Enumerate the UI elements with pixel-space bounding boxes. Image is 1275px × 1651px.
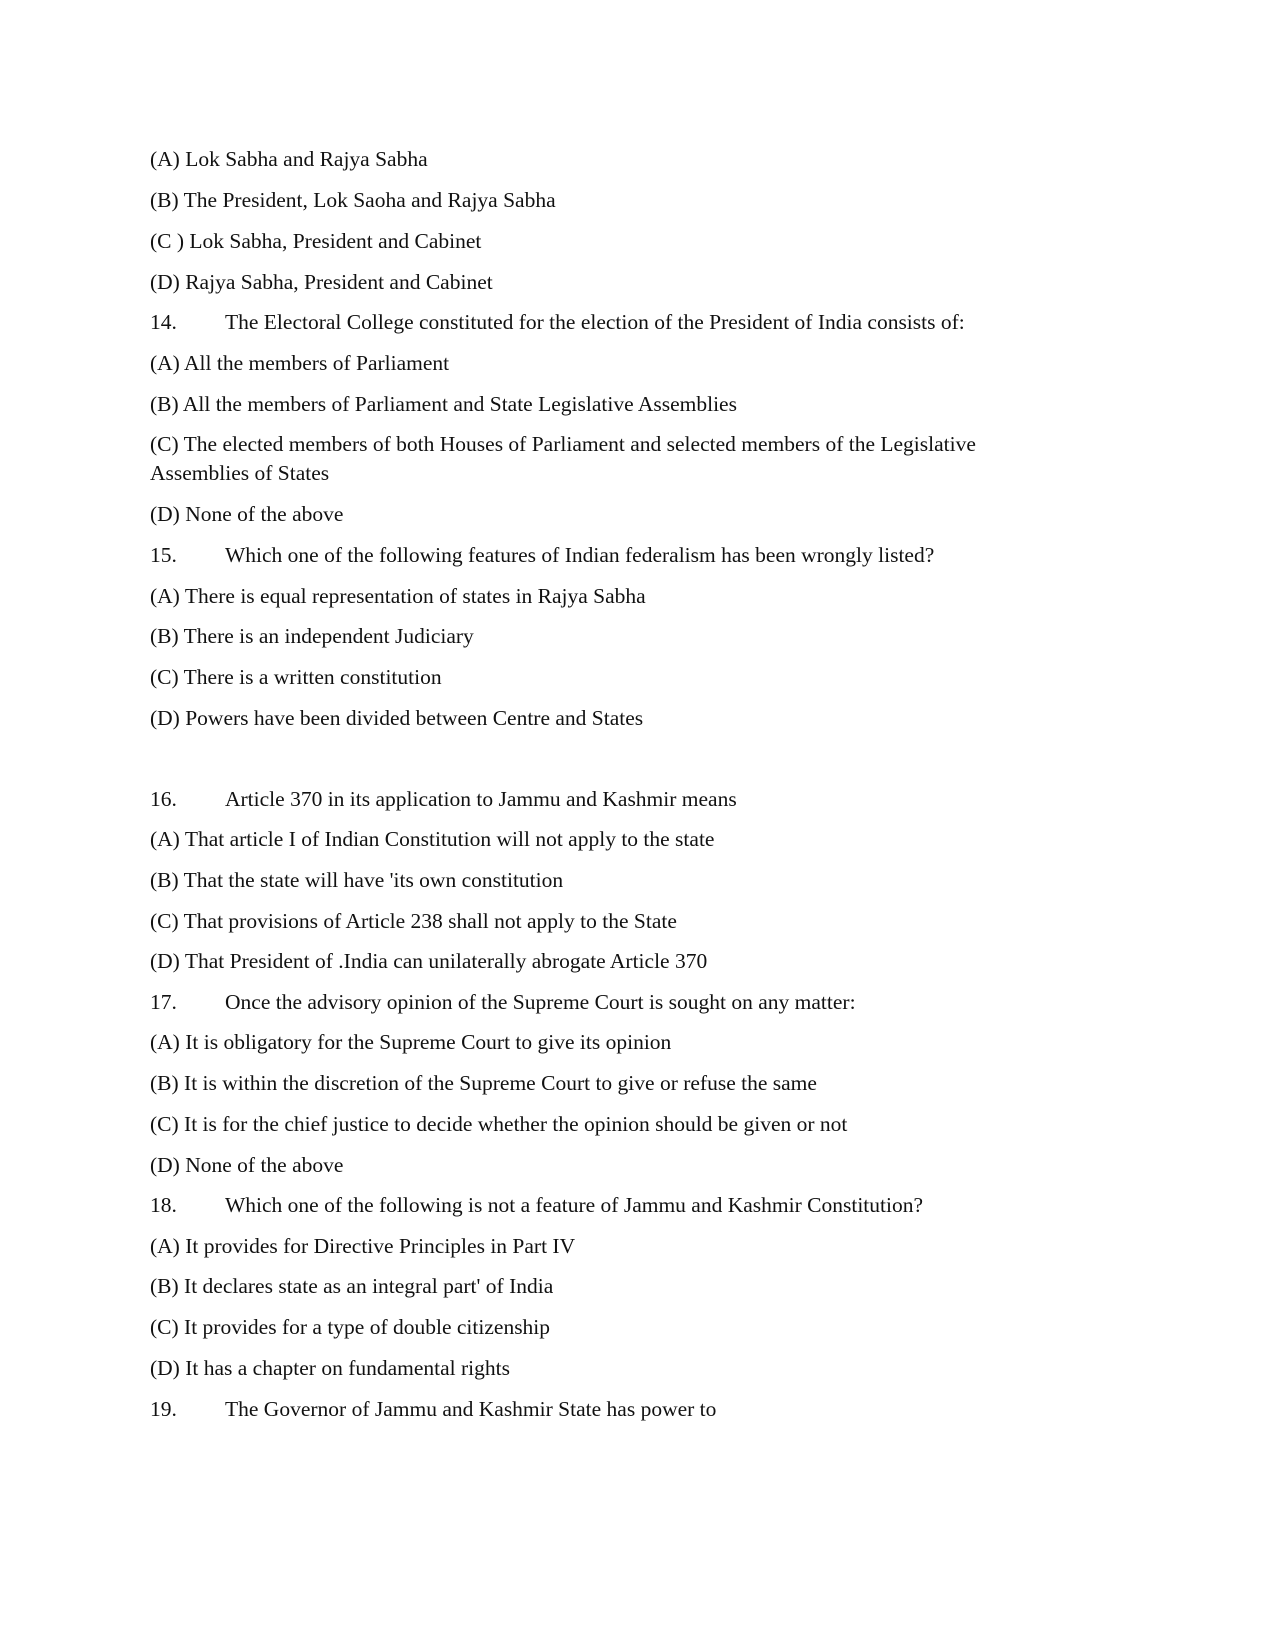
q18-option-c: (C) It provides for a type of double citizenship (150, 1315, 551, 1339)
q17-question (150, 987, 856, 1017)
q17-option-b: (B) It is within the discretion of the Supreme Court to give or refuse the same (150, 1071, 817, 1095)
q18-text: Which one of the following is not a feature of Jammu and Kashmir Constitution? (225, 1193, 924, 1217)
q16-option-c: (C) That provisions of Article 238 shall not apply to the State (150, 909, 677, 933)
q16-option-d: (D) That President of .India can unilaterally abrogate Article 370 (150, 949, 708, 973)
q15-number: 15. (150, 543, 177, 567)
q17-option-d: (D) None of the above (150, 1153, 344, 1177)
q14-option-d: (D) None of the above (150, 502, 344, 526)
q18-number: 18. (150, 1193, 177, 1217)
q19-question (150, 1394, 716, 1424)
q17-text: Once the advisory opinion of the Supreme Court is sought on any matter: (225, 990, 856, 1014)
q13-option-d: (D) Rajya Sabha, President and Cabinet (150, 270, 493, 294)
q13-option-a: (A) Lok Sabha and Rajya Sabha (150, 147, 428, 171)
q18-option-a: (A) It provides for Directive Principles in Part IV (150, 1234, 576, 1258)
q15-option-b: (B) There is an independent Judiciary (150, 624, 474, 648)
q14-option-a: (A) All the members of Parliament (150, 351, 450, 375)
q15-question (150, 540, 934, 570)
q13-option-c: (C ) Lok Sabha, President and Cabinet (150, 229, 482, 253)
q15-option-c: (C) There is a written constitution (150, 665, 442, 689)
q15-text: Which one of the following features of Indian federalism has been wrongly listed? (225, 543, 935, 567)
q16-question (150, 784, 737, 814)
q14-option-c: (C) The elected members of both Houses of Parliament and selected members of the Legislative Assemblies of States (150, 432, 976, 485)
q14-option-b: (B) All the members of Parliament and State Legislative Assemblies (150, 392, 737, 416)
q17-option-c: (C) It is for the chief justice to decide whether the opinion should be given or not (150, 1112, 848, 1136)
q14-number: 14. (150, 310, 177, 334)
q18-option-b: (B) It declares state as an integral part' of India (150, 1274, 554, 1298)
q15-option-a: (A) There is equal representation of states in Rajya Sabha (150, 584, 646, 608)
q14-text: The Electoral College constituted for the election of the President of India consists of: (225, 310, 965, 334)
q19-number: 19. (150, 1397, 177, 1421)
q19-text: The Governor of Jammu and Kashmir State has power to (225, 1397, 717, 1421)
q18-option-d: (D) It has a chapter on fundamental rights (150, 1356, 510, 1380)
q13-option-b: (B) The President, Lok Saoha and Rajya Sabha (150, 188, 556, 212)
q18-question (150, 1190, 923, 1220)
q15-option-d: (D) Powers have been divided between Centre and States (150, 706, 644, 730)
q17-option-a: (A) It is obligatory for the Supreme Court to give its opinion (150, 1030, 672, 1054)
q16-option-a: (A) That article I of Indian Constitution will not apply to the state (150, 827, 715, 851)
q16-text: Article 370 in its application to Jammu and Kashmir means (225, 787, 737, 811)
q14-question (150, 307, 965, 337)
q17-number: 17. (150, 990, 177, 1014)
q16-number: 16. (150, 787, 177, 811)
q16-option-b: (B) That the state will have 'its own constitution (150, 868, 564, 892)
